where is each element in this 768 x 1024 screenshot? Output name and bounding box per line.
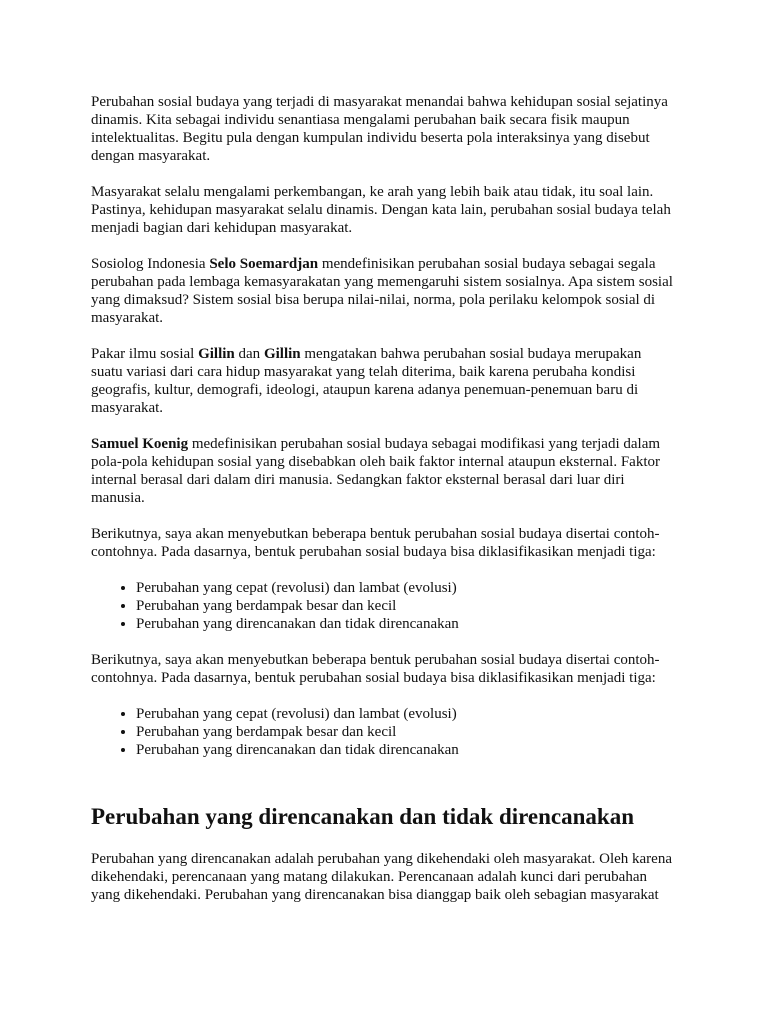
paragraph-intro: Perubahan sosial budaya yang terjadi di masyarakat menandai bahwa kehidupan sosial sejatinya dinamis. Kita sebagai individu senantiasa mengalami perubahan baik secara fisik maupun intelektualitas. Begitu pula dengan kumpulan individu beserta pola interaksinya yang disebut dengan masyarakat. <box>91 94 668 164</box>
paragraph-planned-change: Perubahan yang direncanakan adalah perubahan yang dikehendaki oleh masyarakat. Oleh karena dikehendaki, perencanaan yang matang dilakukan. Perencanaan adalah kunci dari perubahan yang dikehendaki. Perubahan yang direncanakan bisa dianggap baik oleh sebagian masyarakat <box>91 851 672 903</box>
list-item: • Perubahan yang cepat (revolusi) dan lambat (evolusi) <box>136 579 676 597</box>
person-name-gillin: Gillin <box>263 346 301 362</box>
person-name-samuel-koenig: Samuel Koenig <box>91 436 189 452</box>
bullet-list-forms <box>91 579 676 633</box>
person-name-gillin: Gillin <box>198 346 235 362</box>
list-item: • Perubahan yang direncanakan dan tidak direncanakan <box>136 615 676 633</box>
text-segment: Sosiolog Indonesia <box>91 256 210 272</box>
person-name-selo-soemardjan: Selo Soemardjan <box>209 256 319 272</box>
paragraph-dynamics: Masyarakat selalu mengalami perkembangan, ke arah yang lebih baik atau tidak, itu soal lain. Pastinya, kehidupan masyarakat selalu dinamis. Dengan kata lain, perubahan sosial budaya telah menjadi bagian dari kehidupan masyarakat. <box>91 184 671 236</box>
text-segment: mendefinisikan perubahan sosial budaya sebagai segala perubahan pada lembaga kemasyarakatan yang memengaruhi sistem sosialnya. Apa sistem sosial yang dimaksud? Sistem sosial bisa berupa nilai-nilai, norma, pola perilaku kelompok sosial di masyarakat. <box>91 256 673 326</box>
paragraph-gillin <box>91 345 676 417</box>
text-segment: medefinisikan perubahan sosial budaya sebagai modifikasi yang terjadi dalam pola-pola kehidupan sosial yang disebabkan oleh baik faktor internal ataupun eksternal. Faktor internal berasal dari dalam diri manusia. Sedangkan faktor eksternal berasal dari luar diri manusia. <box>91 436 661 506</box>
list-item: • Perubahan yang berdampak besar dan kecil <box>136 723 676 741</box>
paragraph-samuel-koenig <box>91 435 676 507</box>
text-segment: mengatakan bahwa perubahan sosial budaya merupakan suatu variasi dari cara hidup masyarakat yang telah diterima, baik karena perubaha kondisi geografis, kultur, demografi, ideologi, ataupun karena adanya penemuan-penemuan baru di masyarakat. <box>91 346 642 416</box>
text-segment: dan <box>234 346 264 362</box>
bullet-list-forms-repeat <box>91 705 676 759</box>
paragraph-forms-intro-repeat: Berikutnya, saya akan menyebutkan beberapa bentuk perubahan sosial budaya disertai contoh-contohnya. Pada dasarnya, bentuk perubahan sosial budaya bisa diklasifikasikan menjadi tiga: <box>91 652 660 686</box>
list-item: • Perubahan yang direncanakan dan tidak direncanakan <box>136 741 676 759</box>
list-item: • Perubahan yang berdampak besar dan kecil <box>136 597 676 615</box>
paragraph-forms-intro: Berikutnya, saya akan menyebutkan beberapa bentuk perubahan sosial budaya disertai contoh-contohnya. Pada dasarnya, bentuk perubahan sosial budaya bisa diklasifikasikan menjadi tiga: <box>91 526 660 560</box>
section-heading: Perubahan yang direncanakan dan tidak direncanakan <box>91 804 635 829</box>
paragraph-selo-soemardjan <box>91 255 676 327</box>
text-segment: Pakar ilmu sosial <box>91 346 199 362</box>
list-item: • Perubahan yang cepat (revolusi) dan lambat (evolusi) <box>136 705 676 723</box>
